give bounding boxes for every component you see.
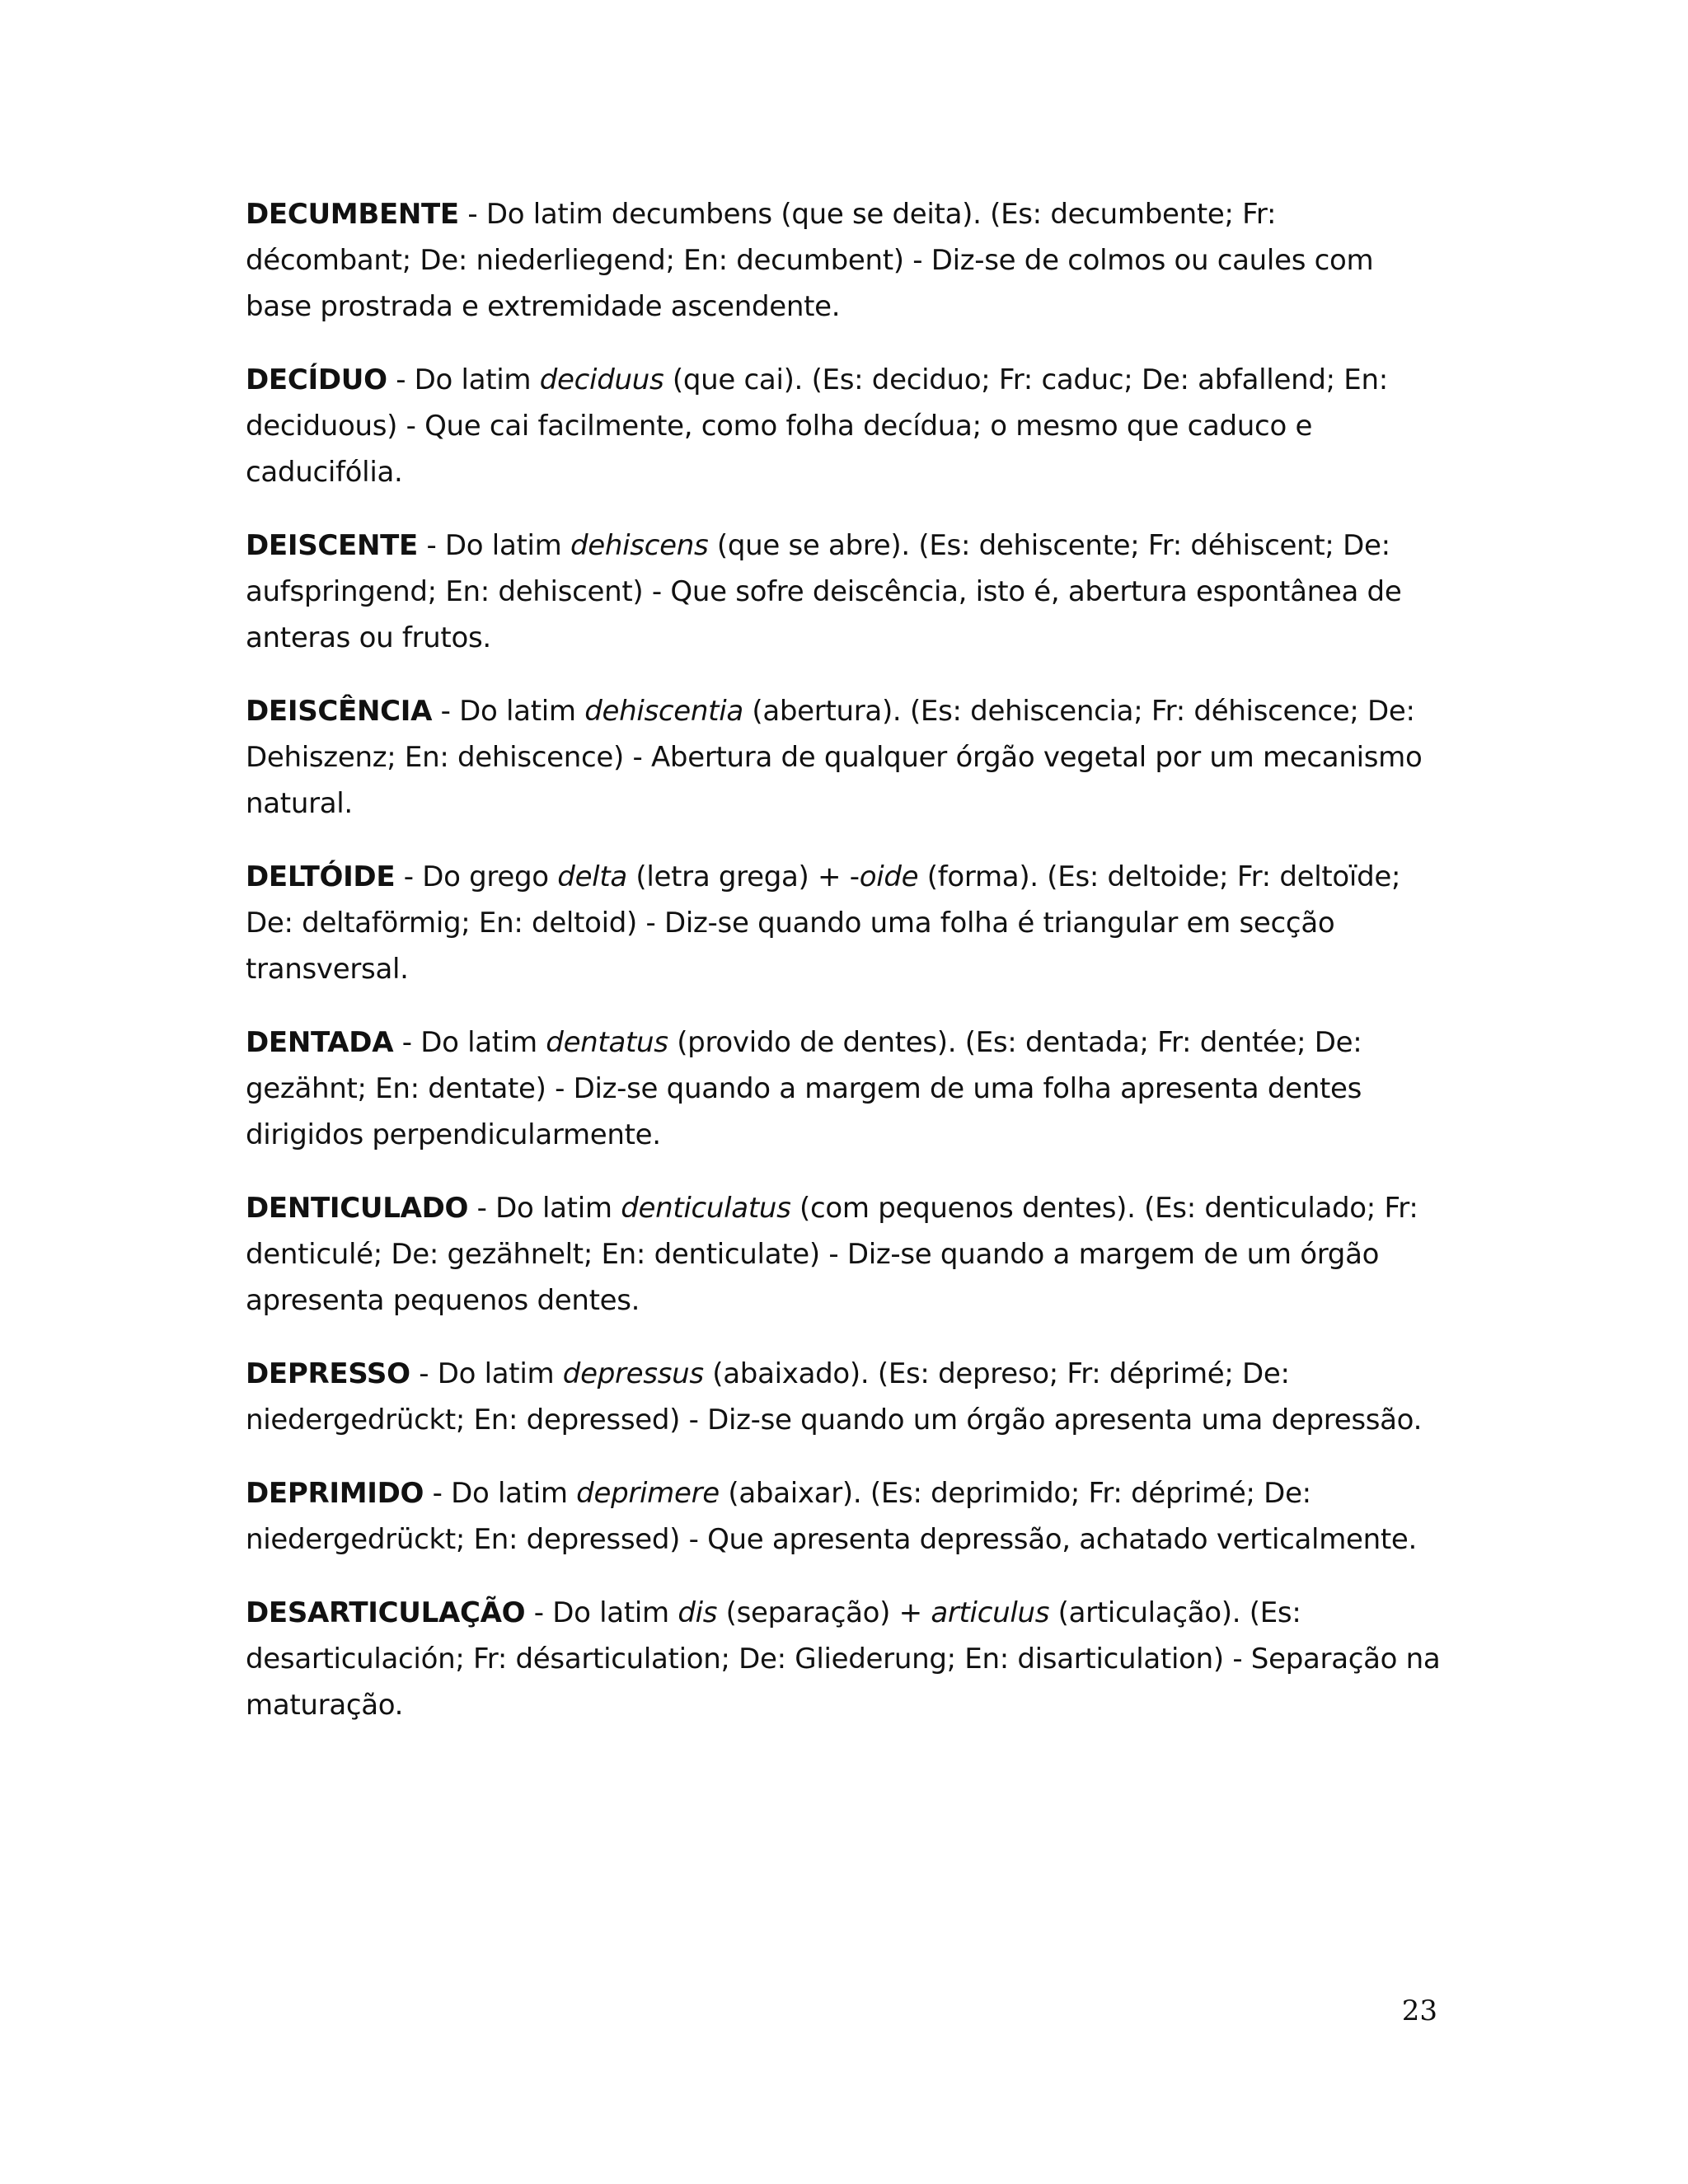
entry-text: - Do latim <box>525 1596 678 1629</box>
entry-etymology-word: oide <box>859 860 919 893</box>
entry-term: DEISCENTE <box>246 529 418 562</box>
entry-term: DELTÓIDE <box>246 860 396 893</box>
entry-text: - Do latim <box>417 529 570 562</box>
entry-text: (articulação). (Es: desarticulación; Fr: désarticulation; De: Gliederung; En: disarticulation) - Separação na maturação. <box>246 1596 1441 1722</box>
glossary-entries <box>246 191 1441 1755</box>
entry-text: (abaixar). (Es: deprimido; Fr: déprimé; De: niedergedrückt; En: depressed) - Que apresenta depressão, achatado verticalmente. <box>246 1477 1418 1556</box>
entry-text: - Do latim decumbens (que se deita). (Es: decumbente; Fr: décombant; De: niederliegend; En: decumbent) - Diz-se de colmos ou caules com base prostrada e extremidade ascendente. <box>246 198 1374 323</box>
entry-term: DECUMBENTE <box>246 198 459 231</box>
entry-etymology-word: articulus <box>931 1596 1050 1629</box>
entry-text: - Do latim <box>468 1192 621 1225</box>
glossary-entry <box>246 357 1441 495</box>
entry-text: - Do latim <box>410 1357 563 1390</box>
entry-text: (que cai). (Es: deciduo; Fr: caduc; De: abfallend; En: deciduous) - Que cai facilmente, como folha decídua; o mesmo que caduco e caducifólia. <box>246 363 1388 489</box>
entry-term: DESARTICULAÇÃO <box>246 1596 526 1629</box>
entry-etymology-word: denticulatus <box>621 1192 791 1225</box>
glossary-entry <box>246 688 1441 827</box>
glossary-entry <box>246 1185 1441 1324</box>
entry-term: DENTICULADO <box>246 1192 469 1225</box>
entry-etymology-word: dehiscentia <box>584 695 743 728</box>
entry-etymology-word: depressus <box>562 1357 704 1390</box>
entry-text: (abaixado). (Es: depreso; Fr: déprimé; De: niedergedrückt; En: depressed) - Diz-se quando um órgão apresenta uma depressão. <box>246 1357 1423 1436</box>
entry-text: - Do grego <box>395 860 558 893</box>
entry-term: DEISCÊNCIA <box>246 695 433 728</box>
entry-text: - Do latim <box>387 363 540 396</box>
glossary-entry <box>246 1590 1441 1728</box>
entry-etymology-word: delta <box>557 860 627 893</box>
entry-text: (que se abre). (Es: dehiscente; Fr: déhiscent; De: aufspringend; En: dehiscent) - Que sofre deiscência, isto é, abertura espontânea de anteras ou frutos. <box>246 529 1402 654</box>
page-number: 23 <box>1401 1994 1437 2027</box>
entry-text: (letra grega) + - <box>626 860 860 893</box>
entry-text: - Do latim <box>424 1477 577 1510</box>
entry-text: (forma). (Es: deltoide; Fr: deltoïde; De: deltaförmig; En: deltoid) - Diz-se quando uma folha é triangular em secção transversal. <box>246 860 1401 986</box>
entry-term: DENTADA <box>246 1026 394 1059</box>
entry-term: DECÍDUO <box>246 363 387 396</box>
entry-etymology-word: dis <box>678 1596 718 1629</box>
entry-text: - Do latim <box>393 1026 546 1059</box>
entry-etymology-word: deprimere <box>576 1477 720 1510</box>
glossary-entry <box>246 1351 1441 1443</box>
glossary-entry <box>246 191 1441 330</box>
entry-text: (separação) + <box>717 1596 931 1629</box>
glossary-entry <box>246 1019 1441 1158</box>
entry-text: (abertura). (Es: dehiscencia; Fr: déhiscence; De: Dehiszenz; En: dehiscence) - Abertura de qualquer órgão vegetal por um mecanismo natural. <box>246 695 1423 820</box>
glossary-entry <box>246 1470 1441 1563</box>
glossary-entry <box>246 854 1441 992</box>
entry-text: (provido de dentes). (Es: dentada; Fr: dentée; De: gezähnt; En: dentate) - Diz-se quando a margem de uma folha apresenta dentes dirigidos perpendicularmente. <box>246 1026 1362 1151</box>
entry-text: (com pequenos dentes). (Es: denticulado; Fr: denticulé; De: gezähnelt; En: denticulate) - Diz-se quando a margem de um órgão apresenta pequenos dentes. <box>246 1192 1418 1317</box>
entry-etymology-word: dentatus <box>546 1026 668 1059</box>
entry-term: DEPRIMIDO <box>246 1477 424 1510</box>
entry-text: - Do latim <box>432 695 585 728</box>
entry-term: DEPRESSO <box>246 1357 410 1390</box>
glossary-entry <box>246 523 1441 661</box>
entry-etymology-word: deciduus <box>539 363 664 396</box>
entry-etymology-word: dehiscens <box>570 529 709 562</box>
